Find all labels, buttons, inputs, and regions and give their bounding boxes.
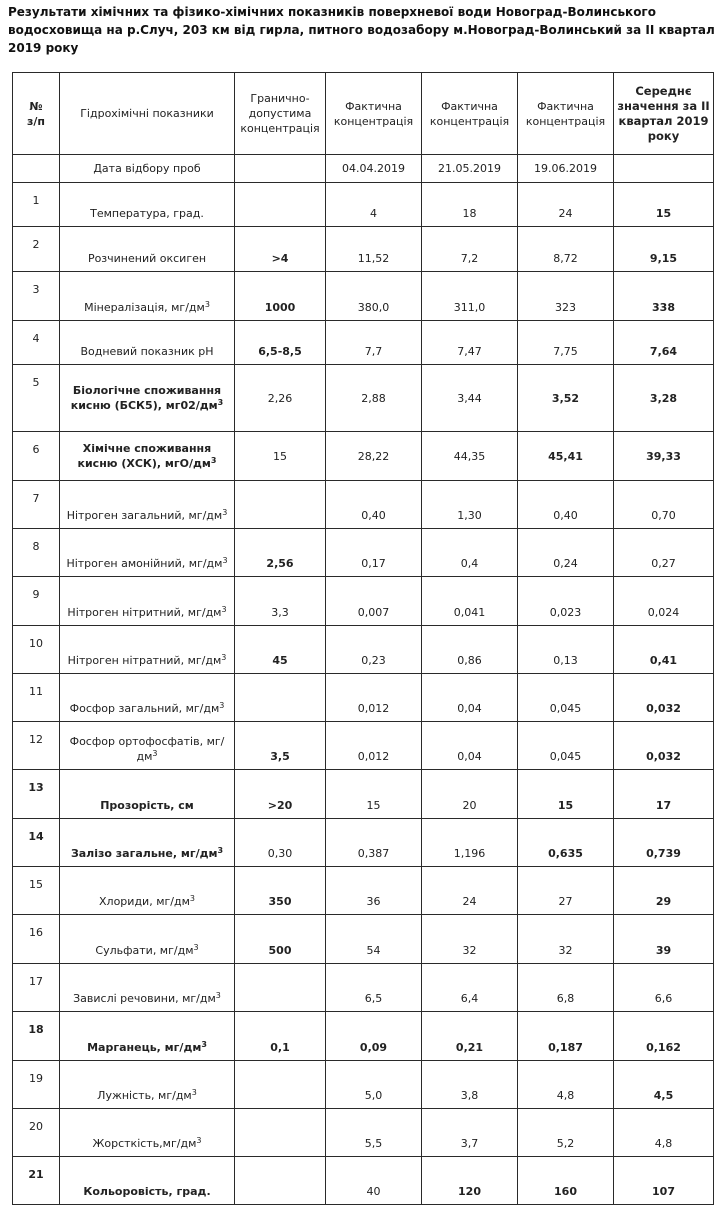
indicator-name xyxy=(60,529,235,577)
average-value: 3,28 xyxy=(614,365,714,432)
row-number: 6 xyxy=(13,432,60,481)
limit-value: >20 xyxy=(235,770,326,819)
dates-average xyxy=(614,155,714,183)
indicator-name xyxy=(60,481,235,529)
indicator-name xyxy=(60,1012,235,1061)
indicator-label: Розчинений оксиген xyxy=(87,252,207,265)
actual-value-2: 3,8 xyxy=(422,1061,518,1109)
indicator-label: Фосфор ортофосфатів, мг/дм xyxy=(69,735,225,763)
indicator-label: Сульфати, мг/дм xyxy=(95,944,194,957)
actual-value-2: 1,196 xyxy=(422,819,518,867)
actual-value-1: 28,22 xyxy=(326,432,422,481)
table-row xyxy=(13,529,714,577)
average-value: 6,6 xyxy=(614,964,714,1012)
unit-exponent: 3 xyxy=(219,701,225,710)
average-value: 4,5 xyxy=(614,1061,714,1109)
actual-value-2: 24 xyxy=(422,867,518,915)
actual-value-2: 3,7 xyxy=(422,1109,518,1157)
indicator-label: Мінералізація, мг/дм xyxy=(84,301,205,314)
indicator-name xyxy=(60,432,235,481)
row-number: 15 xyxy=(13,867,60,915)
table-row xyxy=(13,915,714,964)
actual-value-3: 0,187 xyxy=(518,1012,614,1061)
water-quality-table xyxy=(12,72,714,1205)
actual-value-3: 45,41 xyxy=(518,432,614,481)
header-actual-2: Фактична концентрація xyxy=(422,73,518,155)
indicator-name xyxy=(60,770,235,819)
limit-value xyxy=(235,1061,326,1109)
actual-value-3: 0,13 xyxy=(518,626,614,674)
indicator-name xyxy=(60,819,235,867)
indicator-label: Лужність, мг/дм xyxy=(97,1089,192,1102)
indicator-name xyxy=(60,183,235,227)
actual-value-3: 6,8 xyxy=(518,964,614,1012)
limit-value: 2,26 xyxy=(235,365,326,432)
table-row xyxy=(13,626,714,674)
actual-value-1: 15 xyxy=(326,770,422,819)
actual-value-2: 44,35 xyxy=(422,432,518,481)
average-value: 0,032 xyxy=(614,674,714,722)
header-average: Середнє значення за II квартал 2019 року xyxy=(614,73,714,155)
row-number: 18 xyxy=(13,1012,60,1061)
unit-exponent: 3 xyxy=(201,1040,207,1049)
actual-value-2: 0,86 xyxy=(422,626,518,674)
indicator-label: Хлориди, мг/дм xyxy=(99,895,190,908)
indicator-label: Біологічне споживання кисню (БСК5), мг02/дм xyxy=(70,384,222,412)
actual-value-2: 32 xyxy=(422,915,518,964)
indicator-name xyxy=(60,1109,235,1157)
actual-value-3: 160 xyxy=(518,1157,614,1205)
row-number: 1 xyxy=(13,183,60,227)
indicator-name xyxy=(60,227,235,272)
unit-exponent: 3 xyxy=(222,508,228,517)
actual-value-3: 0,045 xyxy=(518,722,614,770)
average-value: 9,15 xyxy=(614,227,714,272)
indicator-label: Нітроген нітратний, мг/дм xyxy=(67,654,222,667)
table-row xyxy=(13,432,714,481)
actual-value-2: 311,0 xyxy=(422,272,518,321)
sample-date-1: 04.04.2019 xyxy=(326,155,422,183)
row-number: 17 xyxy=(13,964,60,1012)
actual-value-2: 6,4 xyxy=(422,964,518,1012)
table-row xyxy=(13,674,714,722)
limit-value xyxy=(235,481,326,529)
indicator-label: Температура, град. xyxy=(90,207,204,220)
limit-value xyxy=(235,1109,326,1157)
table-row xyxy=(13,770,714,819)
limit-value: 0,30 xyxy=(235,819,326,867)
row-number: 7 xyxy=(13,481,60,529)
unit-exponent: 3 xyxy=(193,943,199,952)
limit-value xyxy=(235,183,326,227)
row-number: 12 xyxy=(13,722,60,770)
row-number: 16 xyxy=(13,915,60,964)
table-row xyxy=(13,321,714,365)
actual-value-1: 36 xyxy=(326,867,422,915)
actual-value-1: 54 xyxy=(326,915,422,964)
unit-exponent: 3 xyxy=(204,300,210,309)
indicator-label: Жорсткість,мг/дм xyxy=(92,1137,197,1150)
actual-value-2: 7,2 xyxy=(422,227,518,272)
indicator-label: Нітроген нітритний, мг/дм xyxy=(67,606,222,619)
actual-value-2: 0,04 xyxy=(422,674,518,722)
average-value: 7,64 xyxy=(614,321,714,365)
limit-value: 6,5-8,5 xyxy=(235,321,326,365)
limit-value xyxy=(235,674,326,722)
indicator-name xyxy=(60,1061,235,1109)
actual-value-2: 20 xyxy=(422,770,518,819)
actual-value-1: 5,0 xyxy=(326,1061,422,1109)
average-value: 15 xyxy=(614,183,714,227)
dates-label: Дата відбору проб xyxy=(60,155,235,183)
indicator-label: Завислі речовини, мг/дм xyxy=(73,992,216,1005)
limit-value: 500 xyxy=(235,915,326,964)
indicator-label: Нітроген загальний, мг/дм xyxy=(66,509,223,522)
sample-date-2: 21.05.2019 xyxy=(422,155,518,183)
limit-value: 3,3 xyxy=(235,577,326,626)
actual-value-3: 4,8 xyxy=(518,1061,614,1109)
indicator-label: Нітроген амонійний, мг/дм xyxy=(66,557,223,570)
limit-value: 15 xyxy=(235,432,326,481)
actual-value-2: 120 xyxy=(422,1157,518,1205)
row-number: 13 xyxy=(13,770,60,819)
actual-value-3: 27 xyxy=(518,867,614,915)
row-number: 8 xyxy=(13,529,60,577)
dates-row xyxy=(13,155,714,183)
table-row xyxy=(13,183,714,227)
indicator-name xyxy=(60,915,235,964)
row-number: 5 xyxy=(13,365,60,432)
unit-exponent: 3 xyxy=(217,846,224,855)
limit-value: >4 xyxy=(235,227,326,272)
average-value: 0,41 xyxy=(614,626,714,674)
actual-value-1: 7,7 xyxy=(326,321,422,365)
indicator-name xyxy=(60,626,235,674)
header-row xyxy=(13,73,714,155)
indicator-name xyxy=(60,867,235,915)
actual-value-2: 0,21 xyxy=(422,1012,518,1061)
indicator-name xyxy=(60,577,235,626)
header-limit: Гранично-допустима концентрація xyxy=(235,73,326,155)
unit-exponent: 3 xyxy=(221,605,227,614)
indicator-name xyxy=(60,365,235,432)
limit-value: 45 xyxy=(235,626,326,674)
actual-value-3: 32 xyxy=(518,915,614,964)
actual-value-3: 3,52 xyxy=(518,365,614,432)
actual-value-1: 0,23 xyxy=(326,626,422,674)
header-num: № з/п xyxy=(13,73,60,155)
sample-date-3: 19.06.2019 xyxy=(518,155,614,183)
table-row xyxy=(13,577,714,626)
table-row xyxy=(13,1109,714,1157)
limit-value: 1000 xyxy=(235,272,326,321)
actual-value-1: 0,40 xyxy=(326,481,422,529)
limit-value xyxy=(235,964,326,1012)
row-number: 9 xyxy=(13,577,60,626)
actual-value-2: 18 xyxy=(422,183,518,227)
row-number: 21 xyxy=(13,1157,60,1205)
row-number: 11 xyxy=(13,674,60,722)
unit-exponent: 3 xyxy=(191,1088,197,1097)
page-title: Результати хімічних та фізико-хімічних показників поверхневої води Новоград-Волинського водосховища на р.Случ, 203 км від гирла, питного водозабору м.Новоград-Волинський за II квартал 2019 року xyxy=(8,5,715,55)
table-row xyxy=(13,722,714,770)
unit-exponent: 3 xyxy=(210,456,217,465)
indicator-label: Фосфор загальний, мг/дм xyxy=(69,702,220,715)
indicator-name xyxy=(60,964,235,1012)
actual-value-1: 0,012 xyxy=(326,722,422,770)
row-number: 3 xyxy=(13,272,60,321)
actual-value-2: 1,30 xyxy=(422,481,518,529)
average-value: 39 xyxy=(614,915,714,964)
indicator-name xyxy=(60,674,235,722)
actual-value-1: 0,17 xyxy=(326,529,422,577)
actual-value-2: 3,44 xyxy=(422,365,518,432)
actual-value-3: 24 xyxy=(518,183,614,227)
actual-value-3: 7,75 xyxy=(518,321,614,365)
dates-limit xyxy=(235,155,326,183)
average-value: 0,162 xyxy=(614,1012,714,1061)
actual-value-1: 6,5 xyxy=(326,964,422,1012)
header-indicator: Гідрохімічні показники xyxy=(60,73,235,155)
indicator-label: Хімічне споживання кисню (ХСК), мгО/дм xyxy=(77,442,212,470)
average-value: 17 xyxy=(614,770,714,819)
row-number: 2 xyxy=(13,227,60,272)
average-value: 0,024 xyxy=(614,577,714,626)
actual-value-1: 4 xyxy=(326,183,422,227)
indicator-name xyxy=(60,722,235,770)
table-row xyxy=(13,365,714,432)
actual-value-3: 0,24 xyxy=(518,529,614,577)
table-row xyxy=(13,1061,714,1109)
average-value: 0,739 xyxy=(614,819,714,867)
actual-value-3: 0,40 xyxy=(518,481,614,529)
unit-exponent: 3 xyxy=(196,1136,202,1145)
actual-value-1: 11,52 xyxy=(326,227,422,272)
limit-value xyxy=(235,1157,326,1205)
average-value: 4,8 xyxy=(614,1109,714,1157)
limit-value: 0,1 xyxy=(235,1012,326,1061)
average-value: 107 xyxy=(614,1157,714,1205)
actual-value-2: 0,041 xyxy=(422,577,518,626)
table-row xyxy=(13,867,714,915)
indicator-name xyxy=(60,1157,235,1205)
indicator-name xyxy=(60,321,235,365)
indicator-label: Водневий показник pH xyxy=(80,345,214,358)
unit-exponent: 3 xyxy=(152,749,158,758)
limit-value: 2,56 xyxy=(235,529,326,577)
actual-value-3: 5,2 xyxy=(518,1109,614,1157)
average-value: 338 xyxy=(614,272,714,321)
limit-value: 3,5 xyxy=(235,722,326,770)
dates-num xyxy=(13,155,60,183)
actual-value-3: 15 xyxy=(518,770,614,819)
average-value: 0,27 xyxy=(614,529,714,577)
unit-exponent: 3 xyxy=(221,653,227,662)
actual-value-3: 0,635 xyxy=(518,819,614,867)
average-value: 0,70 xyxy=(614,481,714,529)
table-row xyxy=(13,1012,714,1061)
actual-value-1: 40 xyxy=(326,1157,422,1205)
limit-value: 350 xyxy=(235,867,326,915)
unit-exponent: 3 xyxy=(217,398,224,407)
unit-exponent: 3 xyxy=(222,556,228,565)
indicator-label: Залізо загальне, мг/дм xyxy=(70,847,218,860)
header-actual-3: Фактична концентрація xyxy=(518,73,614,155)
average-value: 39,33 xyxy=(614,432,714,481)
unit-exponent: 3 xyxy=(215,991,221,1000)
row-number: 10 xyxy=(13,626,60,674)
table-row xyxy=(13,227,714,272)
actual-value-1: 5,5 xyxy=(326,1109,422,1157)
actual-value-3: 323 xyxy=(518,272,614,321)
indicator-label: Марганець, мг/дм xyxy=(87,1041,202,1054)
unit-exponent: 3 xyxy=(189,894,195,903)
actual-value-1: 0,012 xyxy=(326,674,422,722)
actual-value-3: 0,023 xyxy=(518,577,614,626)
actual-value-2: 0,04 xyxy=(422,722,518,770)
actual-value-1: 0,09 xyxy=(326,1012,422,1061)
actual-value-1: 0,387 xyxy=(326,819,422,867)
actual-value-2: 0,4 xyxy=(422,529,518,577)
average-value: 29 xyxy=(614,867,714,915)
actual-value-3: 8,72 xyxy=(518,227,614,272)
indicator-label: Прозорість, см xyxy=(100,799,194,812)
indicator-name xyxy=(60,272,235,321)
row-number: 14 xyxy=(13,819,60,867)
header-actual-1: Фактична концентрація xyxy=(326,73,422,155)
table-row xyxy=(13,481,714,529)
average-value: 0,032 xyxy=(614,722,714,770)
indicator-label: Кольоровість, град. xyxy=(83,1185,211,1198)
actual-value-1: 0,007 xyxy=(326,577,422,626)
table-row xyxy=(13,819,714,867)
table-row xyxy=(13,1157,714,1205)
table-row xyxy=(13,964,714,1012)
table-row xyxy=(13,272,714,321)
row-number: 19 xyxy=(13,1061,60,1109)
actual-value-1: 380,0 xyxy=(326,272,422,321)
actual-value-3: 0,045 xyxy=(518,674,614,722)
row-number: 20 xyxy=(13,1109,60,1157)
actual-value-2: 7,47 xyxy=(422,321,518,365)
actual-value-1: 2,88 xyxy=(326,365,422,432)
row-number: 4 xyxy=(13,321,60,365)
